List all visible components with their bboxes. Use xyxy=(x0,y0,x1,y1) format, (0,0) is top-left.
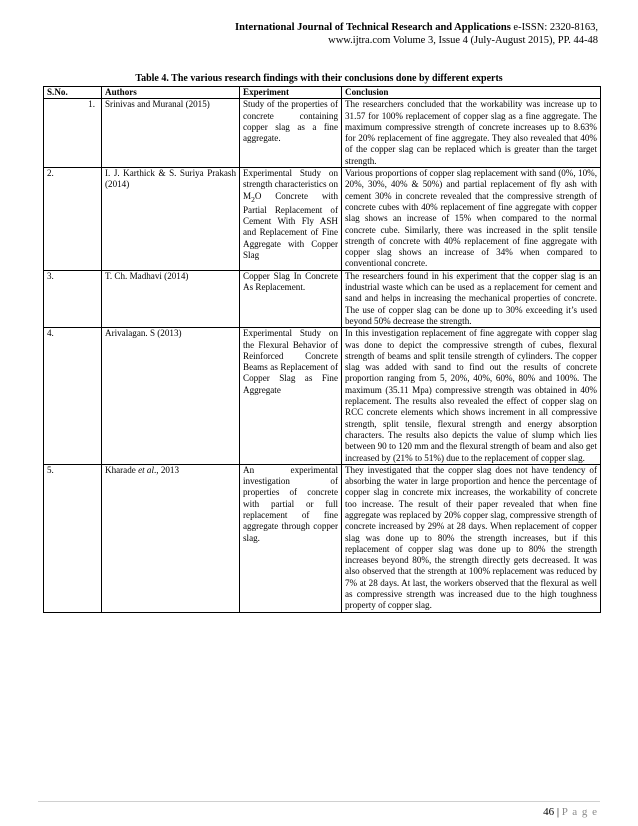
authors-text-pre: Kharade xyxy=(105,464,139,475)
row-sno: 2. xyxy=(44,168,102,271)
header-conclusion: Conclusion xyxy=(342,87,601,99)
table-row xyxy=(44,328,601,465)
row-conclusion: The researchers found in his experiment that the copper slag is an industrial waste which can be used as a replacement for cement and sand and helps in increasing the mechanical properties of concrete. The use of copper slag can be done up to 30% exceeding it’s used beyond 50% decrease the strength. xyxy=(342,270,601,327)
page-number: 46 xyxy=(543,806,555,818)
row-authors: I. J. Karthick & S. Suriya Prakash (2014) xyxy=(102,168,240,271)
page-word: P a g e xyxy=(561,806,598,818)
page-separator: | xyxy=(554,806,562,818)
row-experiment: Copper Slag In Concrete As Replacement. xyxy=(240,270,342,327)
row-sno: 3. xyxy=(44,270,102,327)
row-experiment: An experimental investigation of properties of concrete with partial or full replacement of fine aggregate through copper slag. xyxy=(240,464,342,612)
row-conclusion: The researchers concluded that the workability was increase up to 31.57 for 100% replacement of copper slag as a fine aggregate. The maximum compressive strength of concrete increases up to 8.63% for 20% replacement of fine aggregate. They also revealed that 40% of the copper slag can be replaced which is greater than the target strength. xyxy=(342,99,601,168)
experiment-text-pre: Experimental Study on strength characteristics on M xyxy=(243,168,338,201)
experiment-text-post: O Concrete with Partial Replacement of Cement With Fly ASH and Replacement of Fine Aggregate with Copper Slag xyxy=(243,190,338,260)
table-caption: Table 4. The various research findings with their conclusions done by different experts xyxy=(135,73,503,84)
row-conclusion: Various proportions of copper slag replacement with sand (0%, 10%, 20%, 30%, 40% & 50%) and partial replacement of fly ash with cement 30% in concrete revealed that the compressive strength of concrete cubes with 40% replacement of fine aggregate with copper slag shows an increase of 15% when compared to the normal concrete cube. Similarly, there was increased in the split tensile strength of concrete with 40% replacement of fine aggregate with copper slag shows an increase of 34% when compared to conventional concrete. xyxy=(342,168,601,271)
row-sno: 1. xyxy=(44,99,102,168)
research-findings-table xyxy=(43,86,601,613)
table-row xyxy=(44,168,601,271)
row-experiment: Experimental Study on the Flexural Behavior of Reinforced Concrete Beams as Replacement of Copper Slag as Fine Aggregate xyxy=(240,328,342,465)
row-experiment: Study of the properties of concrete containing copper slag as a fine aggregate. xyxy=(240,99,342,168)
header-sno: S.No. xyxy=(44,87,102,99)
row-authors xyxy=(102,464,240,612)
journal-volume-info: www.ijtra.com Volume 3, Issue 4 (July-August 2015), PP. 44-48 xyxy=(328,35,598,46)
journal-issn: e-ISSN: 2320-8163, xyxy=(510,22,598,33)
header-experiment: Experiment xyxy=(240,87,342,99)
row-conclusion: They investigated that the copper slag does not have tendency of absorbing the water in large proportion and hence the percentage of copper slag in concrete mix increases, the workability of concrete too increase. The result of their paper revealed that when fine aggregate was replaced by 20% copper slag, compressive strength of concrete increased by 29% at 28 days. When replacement of copper slag was done up to 80% the strength increases, but if this replacement of copper slag was done up to 80% the strength increases beyond 80%, the strength directly gets decreased. It was also observed that the strength at 100% replacement was reduced by 7% at 28 days. At last, the workers observed that the flexural as well as compressive strength was increased due to the high toughness property of copper slag. xyxy=(342,464,601,612)
table-row xyxy=(44,464,601,612)
journal-title: International Journal of Technical Research and Applications xyxy=(235,22,511,33)
table-row xyxy=(44,270,601,327)
experiment-subscript: 2 xyxy=(251,194,255,204)
row-sno: 4. xyxy=(44,328,102,465)
row-experiment xyxy=(240,168,342,271)
table-row xyxy=(44,99,601,168)
header-authors: Authors xyxy=(102,87,240,99)
row-authors: Arivalagan. S (2013) xyxy=(102,328,240,465)
row-sno: 5. xyxy=(44,464,102,612)
footer-divider xyxy=(38,801,600,802)
page-footer xyxy=(543,806,598,818)
authors-text-post: ., 2013 xyxy=(154,464,180,475)
row-authors: Srinivas and Muranal (2015) xyxy=(102,99,240,168)
row-authors: T. Ch. Madhavi (2014) xyxy=(102,270,240,327)
journal-header xyxy=(235,21,598,47)
row-conclusion: In this investigation replacement of fine aggregate with copper slag was done to depict the compressive strength of cubes, flexural strength of beams and split tensile strength of cylinders. The copper slag was added with sand to find out the results of concrete proportion ranging from 5, 20%, 40%, 60%, 80% and 100%. The maximum (35.11 Mpa) compressive strength was obtained in 40% replacement. The results also revealed the effect of copper slag on RCC concrete elements which shows increment in all compressive strength, split tensile, flexural strength and energy absorption characters. The results also depicts the value of slump which lies between 90 to 120 mm and the flexural strength of beam and also get increased by (21% to 51%) due to the replacement of copper slag. xyxy=(342,328,601,465)
authors-et-al: et al xyxy=(138,464,154,475)
table-header-row xyxy=(44,87,601,99)
